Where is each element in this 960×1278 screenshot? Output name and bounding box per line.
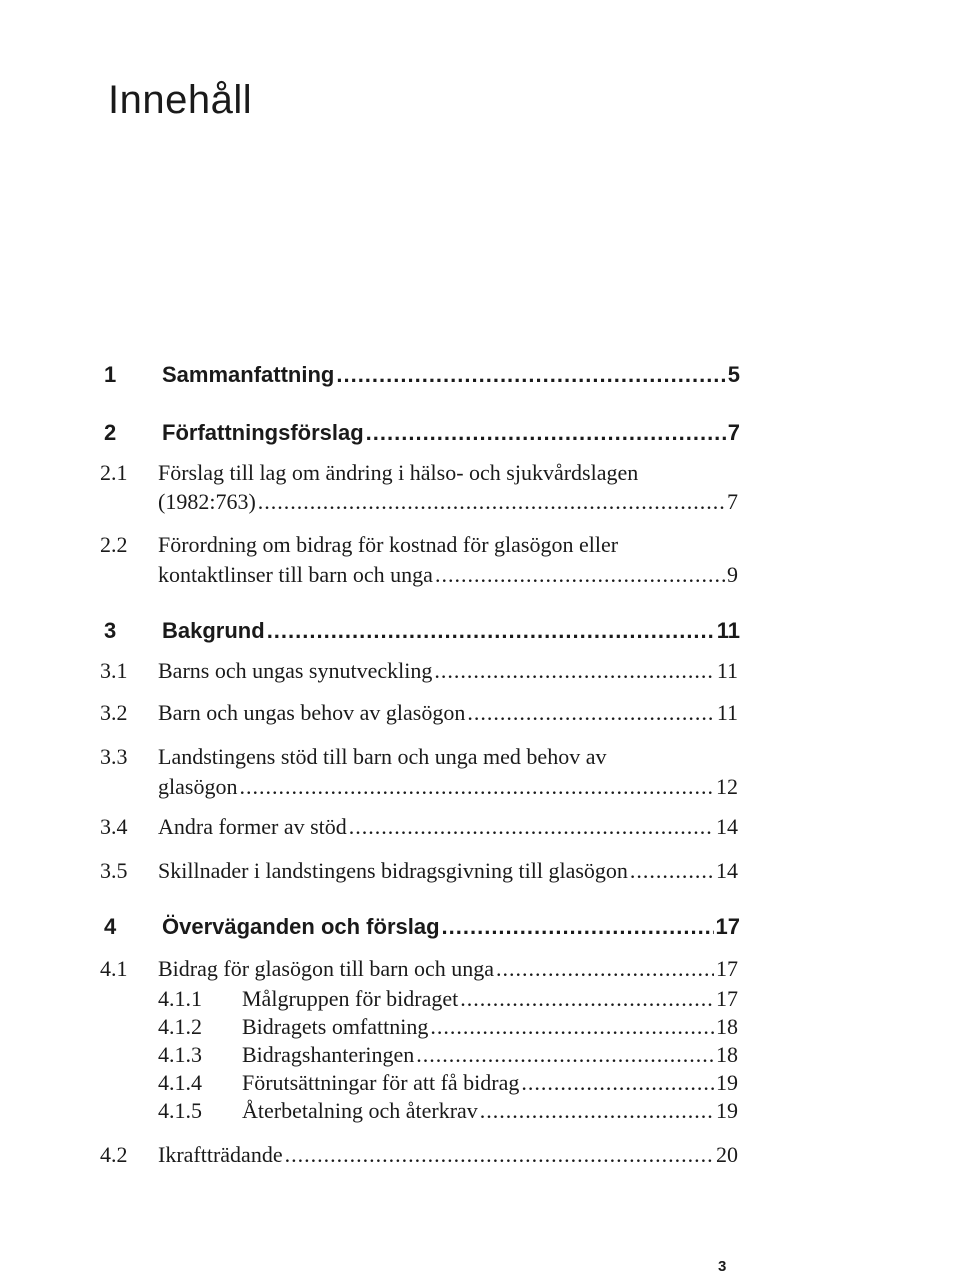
toc-entry-page: 17	[715, 914, 740, 939]
dot-leader	[366, 420, 726, 446]
toc-entry-title: Sammanfattning	[162, 362, 335, 387]
toc-entry-title: Författningsförslag	[162, 420, 364, 445]
toc-entry-page: 7	[727, 489, 738, 514]
toc-entry-title: Förutsättningar för att få bidrag	[242, 1070, 520, 1095]
toc-entry-number: 2.2	[100, 532, 128, 557]
toc-entry-page: 17	[716, 986, 738, 1011]
toc-entry-title: Målgruppen för bidraget	[242, 986, 459, 1011]
toc-entry-title: Barn och ungas behov av glasögon	[158, 700, 466, 725]
dot-leader	[442, 914, 714, 940]
toc-entry-title-line1: Förslag till lag om ändring i hälso- och sjukvårdslagen	[158, 460, 639, 485]
dot-leader	[285, 1142, 714, 1168]
toc-entry-number: 3.2	[100, 700, 128, 725]
toc-entry-number: 3.4	[100, 814, 128, 839]
dot-leader	[416, 1042, 714, 1068]
toc-entry-title: Bidrag för glasögon till barn och unga	[158, 956, 495, 981]
dot-leader	[267, 618, 715, 644]
dot-leader	[349, 814, 714, 840]
toc-entry-number: 4.1.1	[158, 986, 202, 1011]
toc-entry-title: Bakgrund	[162, 618, 265, 643]
toc-entry-number: 3	[104, 618, 117, 643]
toc-entry-title: Skillnader i landstingens bidragsgivning till glasögon	[158, 858, 628, 883]
toc-entry-title: Ikraftträdande	[158, 1142, 283, 1167]
toc-entry-title: Återbetalning och återkrav	[242, 1098, 478, 1123]
toc-entry-title: glasögon	[158, 774, 238, 799]
toc-entry-page: 14	[716, 814, 738, 839]
dot-leader	[258, 489, 725, 515]
toc-entry-number: 4	[104, 914, 117, 939]
toc-entry-page: 11	[716, 700, 738, 725]
toc-entry-title: Barns och ungas synutveckling	[158, 658, 433, 683]
toc-entry-title: (1982:763)	[158, 489, 256, 514]
toc-entry-number: 4.1.3	[158, 1042, 202, 1067]
toc-entry-title-line1: Förordning om bidrag för kostnad för glasögon eller	[158, 532, 619, 557]
toc-entry-number: 4.1	[100, 956, 128, 981]
dot-leader	[430, 1014, 714, 1040]
toc-entry-page: 19	[716, 1098, 738, 1123]
toc-entry-title: kontaktlinser till barn och unga	[158, 562, 433, 587]
toc-entry-page: 19	[716, 1070, 738, 1095]
toc-entry-number: 4.1.5	[158, 1098, 202, 1123]
toc-entry-number: 3.1	[100, 658, 128, 683]
dot-leader	[435, 562, 725, 588]
toc-entry-page: 11	[716, 618, 740, 643]
toc-entry-number: 2	[104, 420, 117, 445]
toc-entry-number: 3.5	[100, 858, 128, 883]
toc-entry-page: 12	[716, 774, 738, 799]
dot-leader	[239, 774, 714, 800]
dot-leader	[496, 956, 714, 982]
toc-entry-number: 4.1.2	[158, 1014, 202, 1039]
toc-entry-title: Bidragets omfattning	[242, 1014, 429, 1039]
page-number: 3	[718, 1258, 727, 1275]
dot-leader	[460, 986, 714, 1012]
page-title: Innehåll	[108, 78, 253, 122]
dot-leader	[521, 1070, 714, 1096]
toc-entry-title: Andra former av stöd	[158, 814, 347, 839]
toc-entry-number: 2.1	[100, 460, 128, 485]
toc-entry-page: 20	[716, 1142, 738, 1167]
toc-entry-number: 4.2	[100, 1142, 128, 1167]
toc-entry-page: 9	[727, 562, 738, 587]
toc-entry-page: 14	[716, 858, 738, 883]
dot-leader	[434, 658, 714, 684]
toc-entry-number: 1	[104, 362, 117, 387]
toc-entry-page: 11	[716, 658, 738, 683]
toc-entry-title: Bidragshanteringen	[242, 1042, 415, 1067]
toc-entry-page: 5	[727, 362, 740, 387]
dot-leader	[480, 1098, 714, 1124]
toc-entry-title: Överväganden och förslag	[162, 914, 440, 939]
toc-entry-title-line1: Landstingens stöd till barn och unga med behov av	[158, 744, 607, 769]
dot-leader	[630, 858, 714, 884]
toc-entry-number: 3.3	[100, 744, 128, 769]
toc-entry-page: 7	[727, 420, 740, 445]
toc-entry-page: 17	[716, 956, 738, 981]
dot-leader	[336, 362, 725, 388]
toc-entry-page: 18	[716, 1042, 738, 1067]
toc-entry-page: 18	[716, 1014, 738, 1039]
dot-leader	[467, 700, 714, 726]
toc-entry-number: 4.1.4	[158, 1070, 202, 1095]
